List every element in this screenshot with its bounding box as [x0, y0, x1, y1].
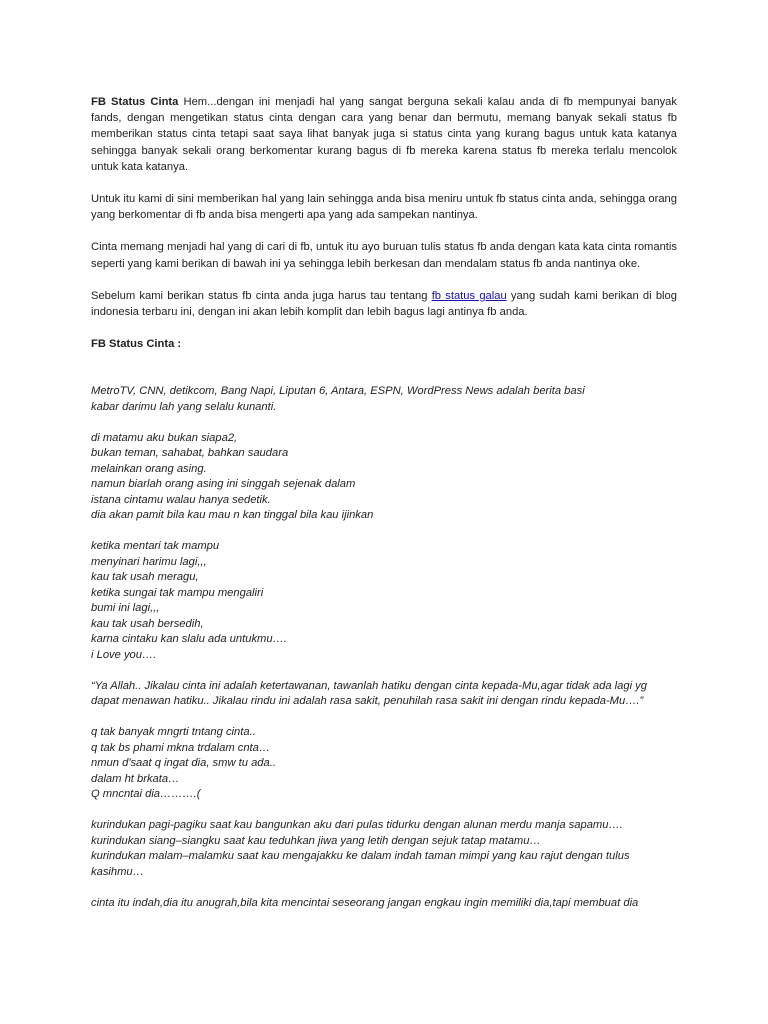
poem-line: melainkan orang asing.	[91, 462, 207, 475]
poem-line: cinta itu indah,dia itu anugrah,bila kita mencintai seseorang jangan engkau ingin memiliki dia,tapi membuat dia	[91, 896, 639, 909]
poem-line: istana cintamu walau hanya sedetik.	[91, 493, 271, 506]
poem-line: bumi ini lagi,,,	[91, 602, 160, 615]
poem-line: kau tak usah bersedih,	[91, 617, 204, 630]
poem-line: ketika mentari tak mampu	[91, 540, 220, 553]
poem-line: dia akan pamit bila kau mau n kan tinggal bila kau ijinkan	[91, 509, 374, 522]
poem-block	[91, 896, 677, 912]
poem-line: q tak bs phami mkna trdalam cnta…	[91, 741, 271, 754]
poem-line: nmun d'saat q ingat dia, smw tu ada..	[91, 757, 276, 770]
poem-line: “Ya Allah.. Jikalau cinta ini adalah ketertawanan, tawanlah hatiku dengan cinta kepada-Mu,agar tidak ada lagi yg	[91, 679, 647, 692]
poem-line: dapat menawan hatiku.. Jikalau rindu ini adalah rasa sakit, penuhilah rasa sakit ini dengan rindu kepada-Mu….”	[91, 695, 644, 708]
poem-line: kau tak usah meragu,	[91, 571, 199, 584]
poem-line: kurindukan malam–malamku saat kau mengajakku ke dalam indah taman mimpi yang kau rajut dengan tulus	[91, 850, 630, 863]
poem-line: kurindukan siang–siangku saat kau teduhkan jiwa yang letih dengan sejuk tatap matamu…	[91, 834, 541, 847]
poem-line: ketika sungai tak mampu mengaliri	[91, 586, 264, 599]
section-heading: FB Status Cinta :	[91, 338, 182, 351]
poem-list	[91, 384, 677, 911]
intro-paragraph-4	[91, 288, 677, 320]
poem-line: namun biarlah orang asing ini singgah sejenak dalam	[91, 478, 356, 491]
intro-paragraph-4-after: yang sudah kami berikan di blog indonesia terbaru ini, dengan ini akan lebih komplit dan lebih bagus lagi antinya fb anda.	[91, 289, 677, 319]
intro-paragraph-1-body: Hem...dengan ini menjadi hal yang sangat berguna sekali kalau anda di fb mempunyai banyak fands, dengan mengetikan status cinta dengan cara yang benar dan bermutu, memang banyak sekali status fb memberikan status cinta tetapi saat saya lihat banyak juga si status cinta yang kurang bagus untuk kata katanya sehingga banyak sekali orang berkomentar kurang bagus di fb mereka karena status fb mereka terlalu mencolok untuk kata katanya.	[91, 96, 677, 173]
poem-line: q tak banyak mngrti tntang cinta..	[91, 726, 256, 739]
intro-paragraph-2: Untuk itu kami di sini memberikan hal yang lain sehingga anda bisa meniru untuk fb status cinta anda, sehingga orang yang berkomentar di fb anda bisa mengerti apa yang ada sampekan nantinya.	[91, 193, 677, 222]
poem-line: bukan teman, sahabat, bahkan saudara	[91, 447, 289, 460]
poem-block	[91, 818, 677, 880]
fb-status-galau-link[interactable]: fb status galau	[431, 289, 507, 302]
poem-line: menyinari harimu lagi,,,	[91, 555, 207, 568]
intro-paragraph-1	[91, 94, 677, 175]
poem-block	[91, 679, 677, 710]
poem-line: MetroTV, CNN, detikcom, Bang Napi, Liputan 6, Antara, ESPN, WordPress News adalah berita basi	[91, 385, 585, 398]
intro-lead-title: FB Status Cinta	[91, 96, 179, 108]
poem-line: karna cintaku kan slalu ada untukmu….	[91, 633, 287, 646]
poem-line: kurindukan pagi-pagiku saat kau bangunkan aku dari pulas tidurku dengan alunan merdu manja sapamu….	[91, 819, 623, 832]
poem-block	[91, 384, 677, 415]
poem-line: kabar darimu lah yang selalu kunanti.	[91, 400, 277, 413]
poem-block	[91, 431, 677, 524]
poem-line: di matamu aku bukan siapa2,	[91, 431, 238, 444]
poem-block	[91, 725, 677, 803]
poem-line: i Love you….	[91, 648, 157, 661]
intro-paragraph-4-before: Sebelum kami berikan status fb cinta anda juga harus tau tentang	[91, 289, 432, 302]
poem-line: dalam ht brkata…	[91, 772, 180, 785]
poem-block	[91, 539, 677, 663]
poem-line: Q mncntai dia……….(	[91, 788, 201, 801]
intro-paragraph-3: Cinta memang menjadi hal yang di cari di fb, untuk itu ayo buruan tulis status fb anda dengan kata kata cinta romantis seperti yang kami berikan di bawah ini ya sehingga lebih berkesan dan mendalam status fb anda nantinya oke.	[91, 241, 677, 270]
poem-line: kasihmu…	[91, 865, 144, 878]
